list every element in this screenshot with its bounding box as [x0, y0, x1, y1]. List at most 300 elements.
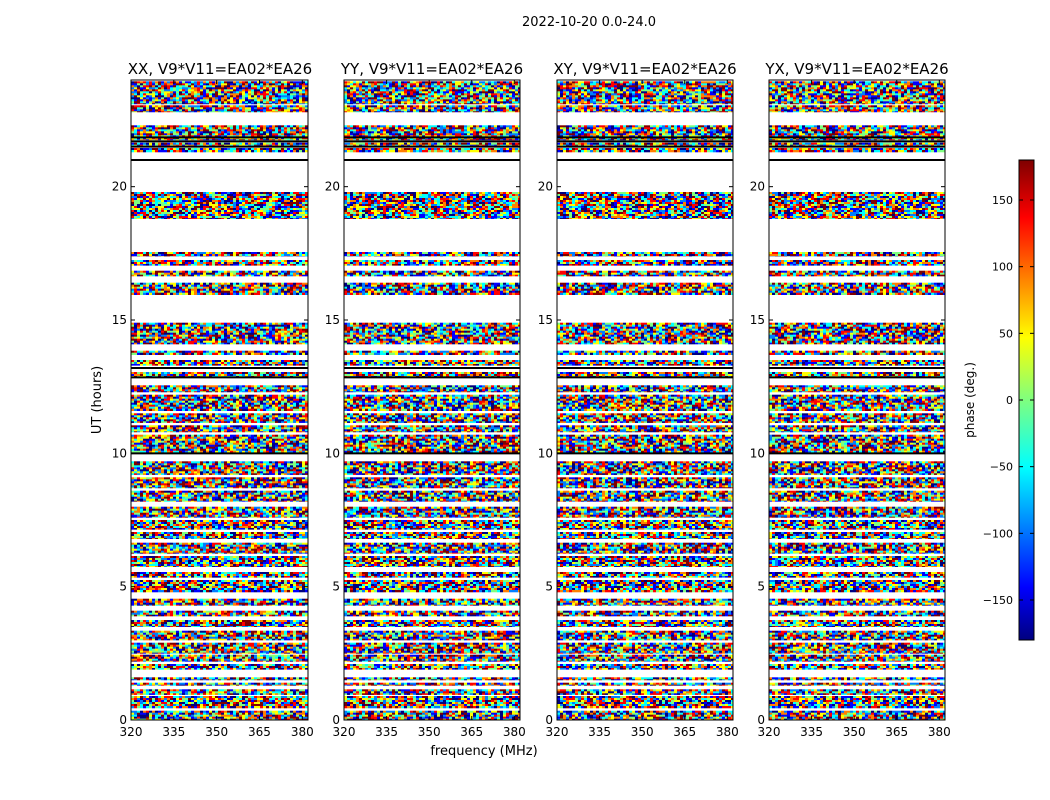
heat-cell: [245, 683, 248, 685]
heat-cell: [185, 679, 188, 680]
heat-cell: [278, 693, 281, 695]
heat-cell: [134, 702, 137, 704]
heat-cell: [173, 702, 176, 704]
heat-cell: [176, 715, 179, 717]
heat-cell: [299, 691, 302, 693]
heat-cell: [149, 717, 152, 719]
heat-cell: [284, 677, 287, 679]
heat-cell: [281, 713, 284, 715]
heat-cell: [191, 685, 194, 686]
heat-cell: [146, 713, 149, 715]
heat-cell: [170, 689, 173, 691]
heat-cell: [236, 706, 239, 708]
heat-cell: [287, 704, 290, 706]
heat-cell: [158, 677, 161, 679]
heat-cell: [269, 702, 272, 704]
heat-cell: [302, 666, 305, 668]
heat-cell: [293, 700, 296, 702]
heat-cell: [227, 715, 230, 717]
heat-cell: [206, 700, 209, 702]
heat-cell: [164, 700, 167, 702]
heat-cell: [197, 706, 200, 708]
heat-cell: [227, 683, 230, 685]
heat-cell: [254, 679, 257, 680]
heat-cell: [266, 696, 269, 698]
heat-cell: [290, 666, 293, 668]
heat-cell: [200, 683, 203, 685]
heat-cell: [290, 691, 293, 693]
heat-cell: [263, 666, 266, 668]
heat-cell: [278, 664, 281, 666]
heat-cell: [299, 717, 302, 719]
heat-cell: [296, 664, 299, 666]
heat-cell: [248, 668, 251, 670]
heat-cell: [233, 683, 236, 685]
heat-cell: [224, 679, 227, 680]
heat-cell: [194, 664, 197, 666]
heat-cell: [245, 666, 248, 668]
heat-cell: [164, 713, 167, 715]
heat-cell: [221, 706, 224, 708]
heat-cell: [221, 713, 224, 715]
heat-cell: [254, 700, 257, 702]
heat-cell: [161, 666, 164, 668]
heat-cell: [221, 704, 224, 706]
heat-cell: [287, 700, 290, 702]
heat-cell: [176, 711, 179, 713]
heat-cell: [224, 668, 227, 670]
heat-cell: [137, 677, 140, 679]
heat-cell: [149, 666, 152, 668]
heat-cell: [221, 668, 224, 670]
heat-cell: [134, 691, 137, 693]
heat-cell: [248, 666, 251, 668]
heat-cell: [299, 693, 302, 695]
heat-cell: [221, 677, 224, 679]
heat-cell: [161, 693, 164, 695]
heat-cell: [134, 698, 137, 700]
heat-cell: [281, 664, 284, 666]
heat-cell: [251, 696, 254, 698]
heat-cell: [158, 717, 161, 719]
heat-cell: [152, 683, 155, 685]
heat-cell: [143, 700, 146, 702]
heat-cell: [215, 677, 218, 679]
heat-cell: [293, 702, 296, 704]
heat-cell: [242, 679, 245, 680]
heat-cell: [254, 664, 257, 666]
heat-cell: [140, 683, 143, 685]
heat-cell: [212, 713, 215, 715]
heat-cell: [302, 713, 305, 715]
heat-cell: [152, 685, 155, 686]
heat-cell: [236, 698, 239, 700]
heat-cell: [185, 693, 188, 695]
heat-cell: [215, 683, 218, 685]
heat-cell: [266, 683, 269, 685]
heat-cell: [233, 693, 236, 695]
heat-cell: [248, 677, 251, 679]
heat-cell: [158, 689, 161, 691]
heat-cell: [170, 717, 173, 719]
heat-cell: [173, 691, 176, 693]
heat-cell: [185, 685, 188, 686]
heat-cell: [287, 693, 290, 695]
heat-cell: [194, 698, 197, 700]
heat-cell: [251, 664, 254, 666]
heat-cell: [170, 664, 173, 666]
heat-cell: [152, 706, 155, 708]
heat-cell: [248, 664, 251, 666]
heat-cell: [296, 683, 299, 685]
heat-cell: [191, 693, 194, 695]
heat-cell: [272, 706, 275, 708]
heat-cell: [299, 713, 302, 715]
heat-cell: [278, 683, 281, 685]
heat-cell: [203, 685, 206, 686]
heat-cell: [134, 679, 137, 680]
heat-cell: [173, 689, 176, 691]
heat-cell: [266, 700, 269, 702]
heat-cell: [134, 711, 137, 713]
heat-cell: [134, 696, 137, 698]
heat-cell: [203, 677, 206, 679]
heat-cell: [290, 698, 293, 700]
heat-cell: [194, 696, 197, 698]
heat-cell: [212, 683, 215, 685]
heat-cell: [179, 702, 182, 704]
heat-cell: [224, 689, 227, 691]
heat-cell: [152, 700, 155, 702]
heat-cell: [188, 691, 191, 693]
heat-cell: [176, 717, 179, 719]
heat-cell: [197, 677, 200, 679]
heat-cell: [221, 702, 224, 704]
heat-cell: [209, 664, 212, 666]
heat-cell: [179, 679, 182, 680]
heat-cell: [290, 689, 293, 691]
heat-cell: [293, 717, 296, 719]
heat-cell: [134, 715, 137, 717]
heat-cell: [152, 696, 155, 698]
heat-cell: [239, 666, 242, 668]
heat-cell: [290, 696, 293, 698]
heat-cell: [191, 696, 194, 698]
heat-cell: [140, 677, 143, 679]
heat-cell: [170, 696, 173, 698]
heat-cell: [164, 691, 167, 693]
heat-cell: [272, 677, 275, 679]
heat-cell: [230, 706, 233, 708]
heat-cell: [299, 677, 302, 679]
heat-cell: [296, 679, 299, 680]
heat-cell: [203, 717, 206, 719]
heat-cell: [233, 677, 236, 679]
heat-cell: [254, 706, 257, 708]
heat-cell: [143, 717, 146, 719]
heat-cell: [152, 666, 155, 668]
heat-cell: [293, 683, 296, 685]
heat-cell: [188, 696, 191, 698]
heat-cell: [134, 706, 137, 708]
heat-cell: [299, 715, 302, 717]
heat-cell: [209, 677, 212, 679]
heat-cell: [188, 677, 191, 679]
heat-cell: [233, 711, 236, 713]
heat-cell: [188, 689, 191, 691]
heat-cell: [185, 698, 188, 700]
heat-cell: [278, 677, 281, 679]
heat-cell: [185, 711, 188, 713]
heat-cell: [224, 683, 227, 685]
heat-cell: [266, 698, 269, 700]
heat-cell: [173, 700, 176, 702]
heat-cell: [164, 683, 167, 685]
heat-cell: [164, 666, 167, 668]
heat-cell: [233, 685, 236, 686]
heat-cell: [209, 679, 212, 680]
heat-cell: [149, 691, 152, 693]
heat-cell: [296, 689, 299, 691]
heat-cell: [272, 698, 275, 700]
heat-cell: [143, 691, 146, 693]
heat-cell: [290, 685, 293, 686]
heat-cell: [227, 713, 230, 715]
heat-cell: [278, 698, 281, 700]
heat-cell: [134, 713, 137, 715]
heat-cell: [230, 717, 233, 719]
heat-cell: [290, 717, 293, 719]
heat-cell: [269, 706, 272, 708]
heat-cell: [278, 666, 281, 668]
heat-cell: [257, 711, 260, 713]
heat-cell: [164, 711, 167, 713]
heat-cell: [191, 704, 194, 706]
heat-cell: [188, 717, 191, 719]
heat-cell: [167, 715, 170, 717]
heat-cell: [233, 679, 236, 680]
heat-cell: [236, 685, 239, 686]
heat-cell: [137, 702, 140, 704]
heat-cell: [134, 677, 137, 679]
heat-cell: [227, 685, 230, 686]
heat-cell: [179, 696, 182, 698]
heat-cell: [149, 668, 152, 670]
heat-cell: [155, 711, 158, 713]
heat-cell: [194, 693, 197, 695]
heat-cell: [263, 679, 266, 680]
heat-cell: [170, 677, 173, 679]
heat-cell: [221, 685, 224, 686]
heat-cell: [236, 715, 239, 717]
heat-cell: [197, 702, 200, 704]
heat-cell: [275, 664, 278, 666]
heat-cell: [173, 668, 176, 670]
heat-cell: [260, 700, 263, 702]
heat-cell: [140, 664, 143, 666]
heat-cell: [251, 685, 254, 686]
heat-cell: [278, 685, 281, 686]
heat-cell: [155, 683, 158, 685]
heat-cell: [275, 715, 278, 717]
heat-cell: [167, 679, 170, 680]
heat-cell: [155, 664, 158, 666]
heat-cell: [248, 711, 251, 713]
heat-cell: [278, 715, 281, 717]
heat-cell: [284, 696, 287, 698]
heat-cell: [146, 679, 149, 680]
heat-cell: [182, 677, 185, 679]
heat-cell: [170, 698, 173, 700]
heat-cell: [170, 711, 173, 713]
heat-cell: [248, 689, 251, 691]
heat-cell: [197, 666, 200, 668]
heat-cell: [197, 704, 200, 706]
heat-cell: [299, 689, 302, 691]
heat-cell: [296, 706, 299, 708]
heat-cell: [227, 711, 230, 713]
heat-cell: [278, 700, 281, 702]
heat-cell: [143, 689, 146, 691]
heat-cell: [212, 679, 215, 680]
heat-cell: [140, 717, 143, 719]
heat-cell: [188, 700, 191, 702]
heat-cell: [260, 691, 263, 693]
heat-cell: [137, 691, 140, 693]
heat-cell: [164, 693, 167, 695]
heat-cell: [236, 689, 239, 691]
heat-cell: [302, 711, 305, 713]
heat-cell: [272, 693, 275, 695]
heat-cell: [203, 696, 206, 698]
heat-cell: [224, 677, 227, 679]
heat-cell: [221, 683, 224, 685]
heat-cell: [278, 679, 281, 680]
heat-cell: [209, 696, 212, 698]
heat-cell: [146, 666, 149, 668]
heat-cell: [242, 702, 245, 704]
heat-cell: [176, 689, 179, 691]
heat-cell: [197, 698, 200, 700]
heat-cell: [194, 689, 197, 691]
heat-cell: [290, 713, 293, 715]
heat-cell: [149, 711, 152, 713]
heat-cell: [143, 698, 146, 700]
heat-cell: [272, 715, 275, 717]
heat-cell: [164, 664, 167, 666]
heat-cell: [227, 679, 230, 680]
heat-cell: [212, 664, 215, 666]
heat-cell: [146, 677, 149, 679]
heat-cell: [197, 700, 200, 702]
heat-cell: [260, 689, 263, 691]
heat-cell: [233, 668, 236, 670]
heat-cell: [155, 706, 158, 708]
heat-cell: [146, 668, 149, 670]
heat-cell: [215, 691, 218, 693]
heat-cell: [230, 685, 233, 686]
heat-cell: [287, 717, 290, 719]
heat-cell: [194, 683, 197, 685]
heat-cell: [152, 689, 155, 691]
heat-cell: [182, 700, 185, 702]
heat-cell: [257, 706, 260, 708]
heat-cell: [257, 691, 260, 693]
heat-cell: [149, 702, 152, 704]
heat-cell: [290, 704, 293, 706]
heat-cell: [203, 679, 206, 680]
heat-cell: [140, 693, 143, 695]
heat-cell: [179, 685, 182, 686]
heat-cell: [179, 691, 182, 693]
heat-cell: [290, 677, 293, 679]
heat-cell: [164, 685, 167, 686]
heat-cell: [254, 689, 257, 691]
heat-cell: [149, 679, 152, 680]
heat-cell: [239, 685, 242, 686]
heat-cell: [278, 696, 281, 698]
heat-cell: [161, 700, 164, 702]
heat-cell: [224, 691, 227, 693]
heat-cell: [179, 711, 182, 713]
heat-cell: [299, 706, 302, 708]
heat-cell: [149, 689, 152, 691]
heat-cell: [188, 713, 191, 715]
heat-cell: [179, 666, 182, 668]
heat-cell: [194, 702, 197, 704]
heat-cell: [194, 706, 197, 708]
heat-cell: [251, 679, 254, 680]
heat-cell: [257, 683, 260, 685]
heat-cell: [167, 704, 170, 706]
heat-cell: [146, 691, 149, 693]
heat-cell: [185, 717, 188, 719]
heat-cell: [173, 696, 176, 698]
heat-cell: [155, 696, 158, 698]
heat-cell: [251, 683, 254, 685]
heat-cell: [176, 698, 179, 700]
heat-cell: [218, 679, 221, 680]
heat-cell: [227, 698, 230, 700]
heat-cell: [203, 693, 206, 695]
heat-cell: [251, 711, 254, 713]
heat-cell: [167, 691, 170, 693]
heat-cell: [155, 693, 158, 695]
heat-cell: [296, 666, 299, 668]
heat-cell: [239, 664, 242, 666]
heat-cell: [185, 664, 188, 666]
heat-cell: [248, 679, 251, 680]
heat-cell: [176, 664, 179, 666]
heat-cell: [203, 698, 206, 700]
heat-cell: [221, 715, 224, 717]
heat-cell: [197, 691, 200, 693]
heat-cell: [158, 706, 161, 708]
heat-cell: [278, 706, 281, 708]
heat-cell: [155, 679, 158, 680]
heat-cell: [299, 664, 302, 666]
heat-cell: [236, 717, 239, 719]
heat-cell: [290, 706, 293, 708]
heat-cell: [284, 689, 287, 691]
heat-cell: [206, 691, 209, 693]
heat-cell: [275, 685, 278, 686]
heat-cell: [281, 683, 284, 685]
heat-cell: [221, 666, 224, 668]
heat-cell: [158, 715, 161, 717]
heat-cell: [164, 704, 167, 706]
heat-cell: [218, 668, 221, 670]
